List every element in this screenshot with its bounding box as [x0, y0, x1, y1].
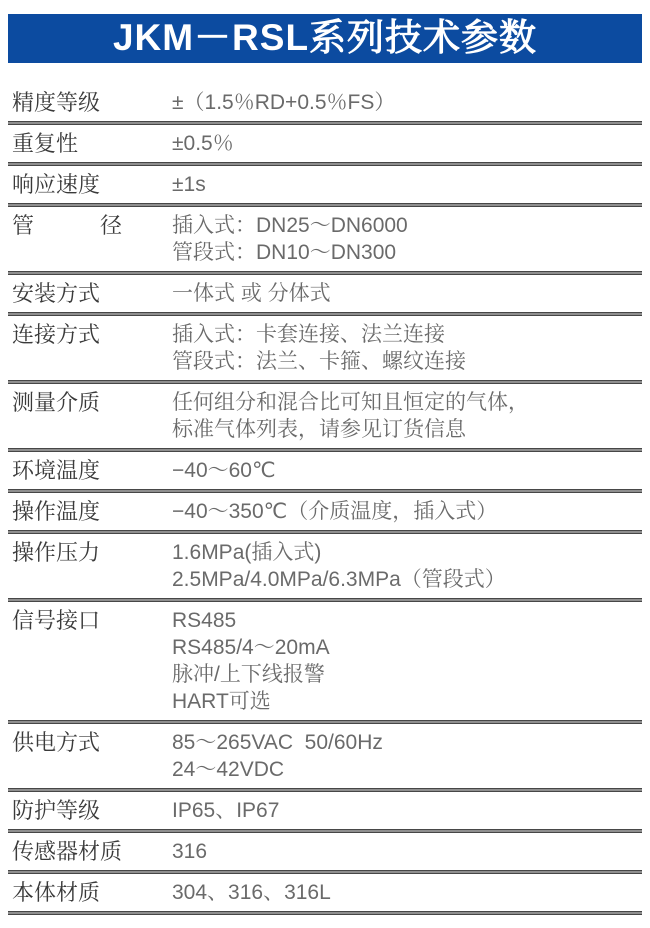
table-row — [8, 874, 642, 911]
row-value — [172, 838, 642, 865]
row-value-line: 任何组分和混合比可知且恒定的气体， — [172, 391, 529, 414]
row-value — [172, 389, 642, 443]
row-value — [172, 607, 642, 715]
row-value-line: 管段式：DN10～DN300 — [172, 241, 397, 264]
table-row — [8, 724, 642, 788]
row-label: 操作压力 — [12, 540, 101, 565]
table-row — [8, 534, 642, 598]
table-row — [8, 792, 642, 829]
table-row — [8, 452, 642, 489]
row-value-line: 插入式：卡套连接、法兰连接 — [172, 323, 445, 346]
row-value — [172, 130, 642, 157]
row-value-line: RS485 — [172, 609, 237, 632]
table-row — [8, 207, 642, 271]
row-label: 操作温度 — [12, 499, 101, 524]
row-value-line: −40～60℃ — [172, 459, 276, 482]
row-value-line: 一体式 或 分体式 — [172, 282, 331, 305]
spec-table — [8, 84, 642, 915]
row-value-line: 85～265VAC 50/60Hz — [172, 731, 383, 754]
row-label: 管 径 — [12, 213, 123, 238]
row-label: 响应速度 — [12, 172, 101, 197]
row-value-line: ±（1.5％RD+0.5％FS） — [172, 91, 396, 114]
row-value — [172, 89, 642, 116]
row-value-line: 24～42VDC — [172, 758, 285, 781]
row-value — [172, 797, 642, 824]
row-value-line: ±0.5％ — [172, 132, 234, 155]
row-value-line: 2.5MPa/4.0MPa/6.3MPa（管段式） — [172, 568, 506, 591]
row-value-line: 316 — [172, 840, 208, 863]
row-label: 本体材质 — [12, 880, 101, 905]
table-row — [8, 84, 642, 121]
row-value-line: 脉冲/上下线报警 — [172, 663, 325, 686]
table-row — [8, 384, 642, 448]
page-title: JKM－RSL系列技术参数 — [8, 14, 642, 63]
table-row — [8, 166, 642, 203]
table-row — [8, 833, 642, 870]
row-value-line: RS485/4～20mA — [172, 636, 330, 659]
table-row — [8, 275, 642, 312]
row-value — [172, 280, 642, 307]
row-label: 信号接口 — [12, 608, 101, 633]
row-label: 供电方式 — [12, 730, 101, 755]
table-row — [8, 316, 642, 380]
table-row — [8, 602, 642, 720]
row-label: 传感器材质 — [12, 839, 123, 864]
row-value — [172, 879, 642, 906]
row-value — [172, 212, 642, 266]
row-value — [172, 457, 642, 484]
row-value-line: IP65、IP67 — [172, 799, 280, 822]
row-label: 环境温度 — [12, 458, 101, 483]
row-value-line: ±1s — [172, 173, 206, 196]
row-value-line: 1.6MPa(插入式) — [172, 541, 322, 564]
row-value-line: 管段式：法兰、卡箍、螺纹连接 — [172, 350, 466, 373]
row-value-line: 304、316、316L — [172, 881, 331, 904]
row-label: 安装方式 — [12, 281, 101, 306]
row-label: 重复性 — [12, 131, 79, 156]
row-value-line: −40～350℃（介质温度，插入式） — [172, 500, 498, 523]
table-row — [8, 125, 642, 162]
row-value — [172, 171, 642, 198]
row-divider — [8, 911, 642, 915]
row-value — [172, 498, 642, 525]
table-row — [8, 493, 642, 530]
row-label: 防护等级 — [12, 798, 101, 823]
row-value-line: 插入式：DN25～DN6000 — [172, 214, 408, 237]
row-label: 测量介质 — [12, 390, 101, 415]
row-value-line: HART可选 — [172, 690, 271, 713]
row-label: 精度等级 — [12, 90, 101, 115]
row-value-line: 标准气体列表，请参见订货信息 — [172, 418, 466, 441]
row-value — [172, 321, 642, 375]
row-value — [172, 729, 642, 783]
row-label: 连接方式 — [12, 322, 101, 347]
row-value — [172, 539, 642, 593]
